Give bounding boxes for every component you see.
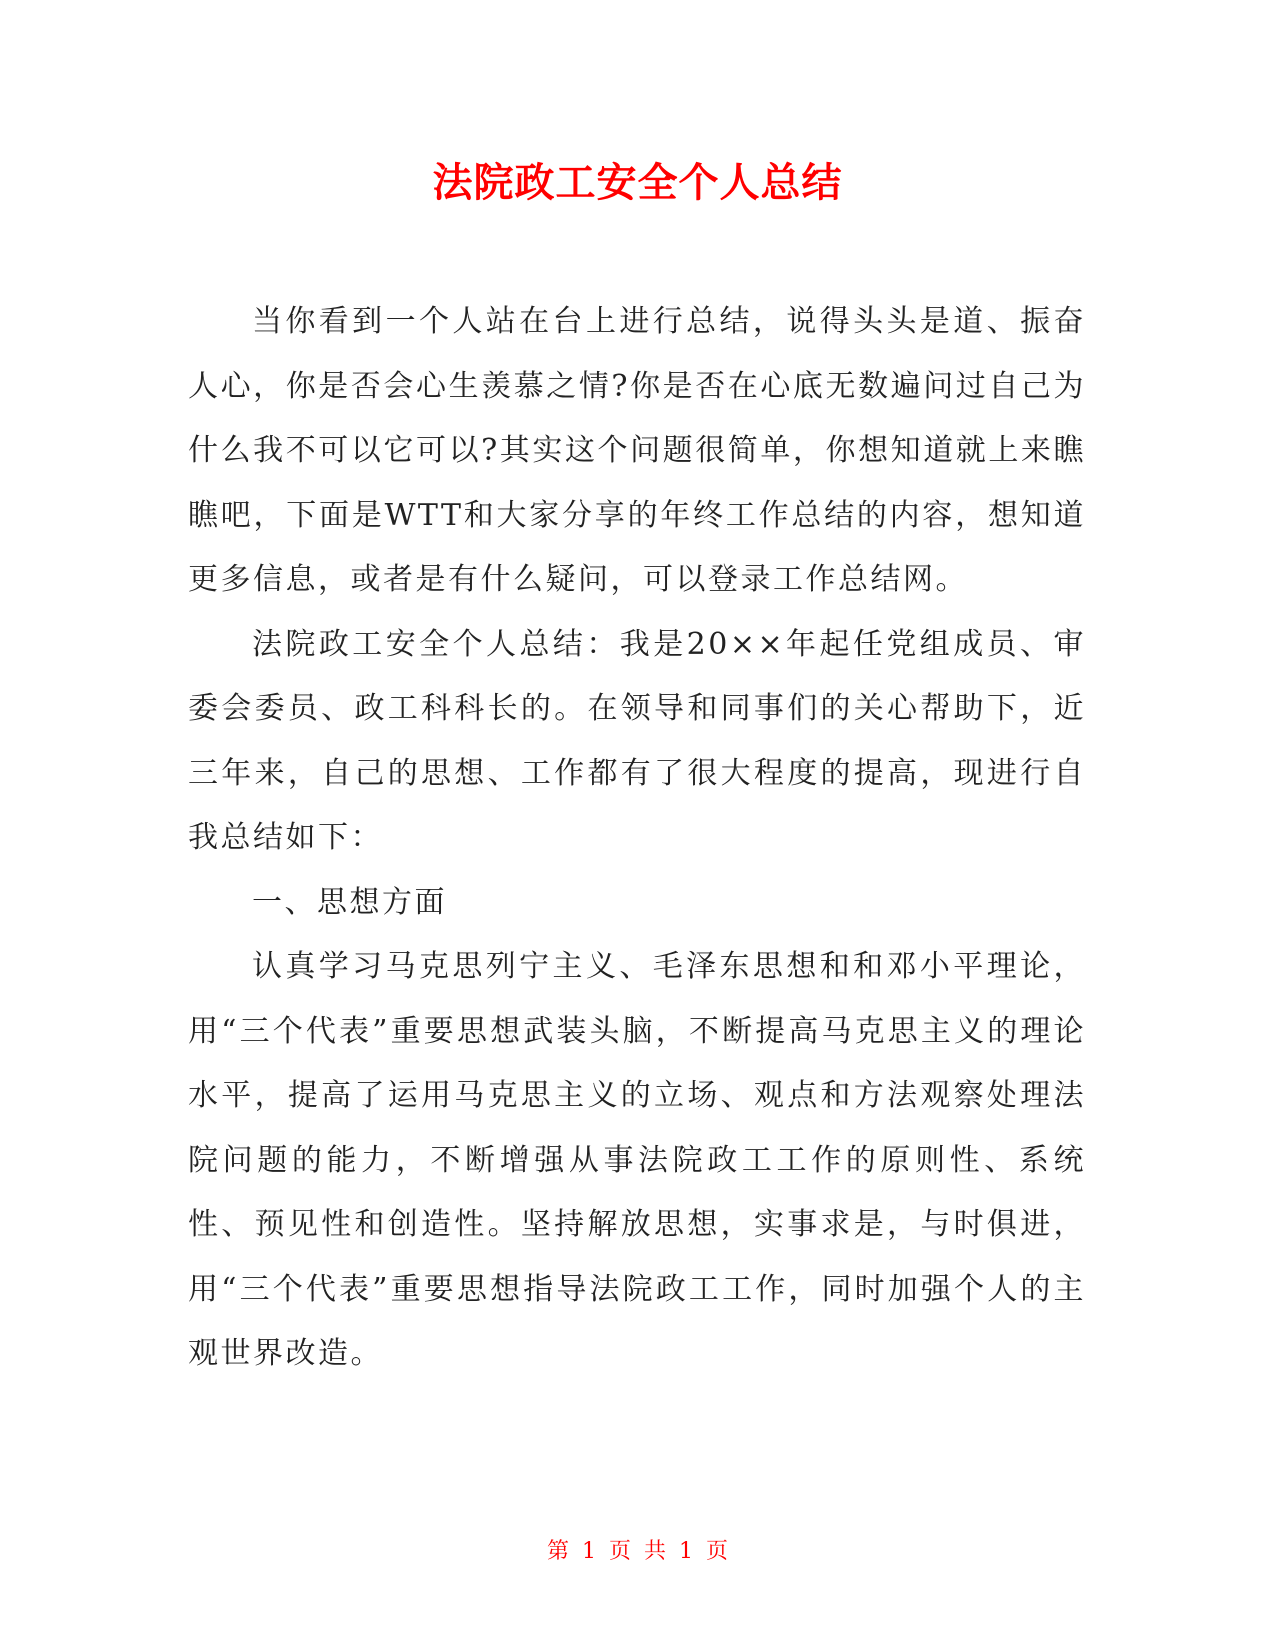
footer-total-pages: 1 (679, 1539, 693, 1564)
footer-mid: 页 共 (609, 1539, 666, 1564)
footer-suffix: 页 (706, 1539, 729, 1564)
footer-current-page: 1 (582, 1539, 596, 1564)
document-title: 法院政工安全个人总结 (432, 160, 843, 206)
footer-prefix: 第 (546, 1539, 569, 1564)
page-footer (0, 1537, 1275, 1567)
paragraph-summary-opening: 法院政工安全个人总结：我是20××年起任党组成员、审委会委员、政工科科长的。在领导和同事们的关心帮助下，近三年来，自己的思想、工作都有了很大程度的提高，现进行自我总结如下： (188, 626, 1086, 855)
paragraph-intro: 当你看到一个人站在台上进行总结，说得头头是道、振奋人心，你是否会心生羡慕之情?你是否在心底无数遍问过自己为什么我不可以它可以?其实这个问题很简单，你想知道就上来瞧瞧吧，下面是WTT和大家分享的年终工作总结的内容，想知道更多信息，或者是有什么疑问，可以登录工作总结网。 (188, 304, 1086, 597)
document-body (188, 290, 1086, 1387)
paragraph-thought: 认真学习马克思列宁主义、毛泽东思想和和邓小平理论，用“三个代表”重要思想武装头脑，不断提高马克思主义的理论水平，提高了运用马克思主义的立场、观点和方法观察处理法院问题的能力，不断增强从事法院政工工作的原则性、系统性、预见性和创造性。坚持解放思想，实事求是，与时俱进，用“三个代表”重要思想指导法院政工工作，同时加强个人的主观世界改造。 (188, 949, 1086, 1371)
section-heading-thought: 一、思想方面 (252, 884, 447, 920)
